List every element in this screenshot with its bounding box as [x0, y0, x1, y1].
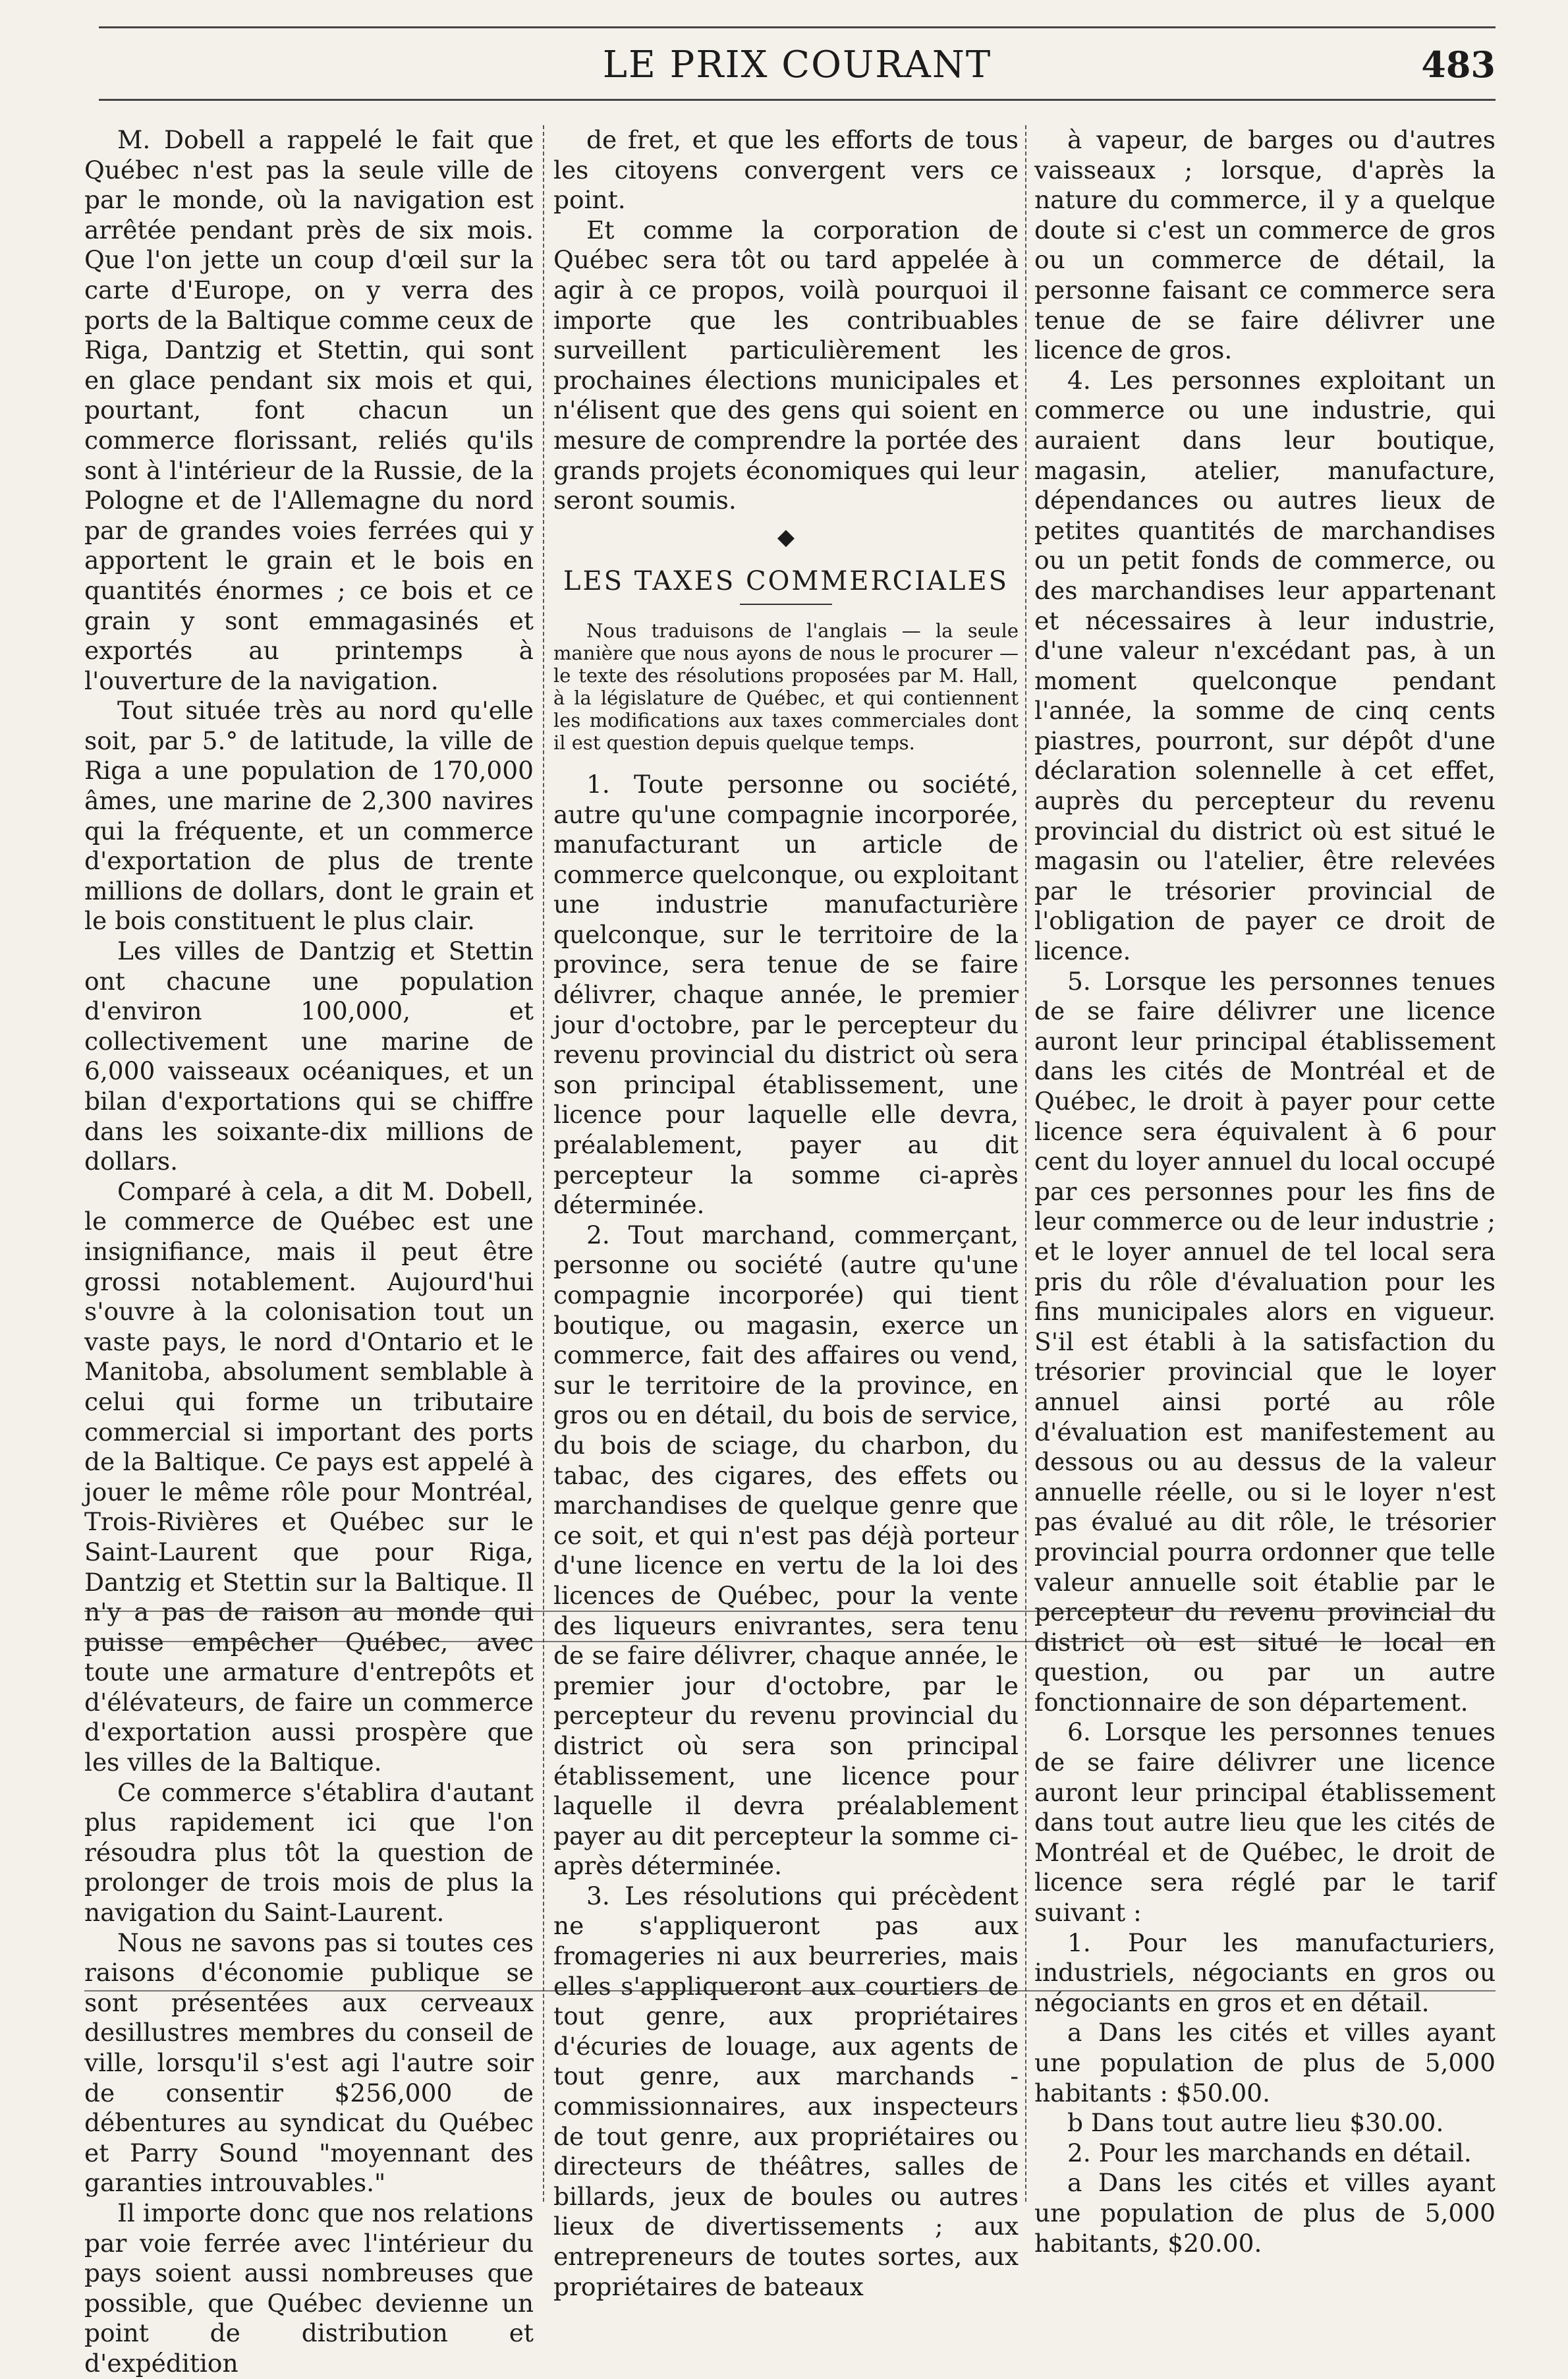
header-bottom-rule [99, 99, 1496, 101]
paragraph: Comparé à cela, a dit M. Dobell, le commerce de Québec est une insignifiance, mais il peut être grossi notablement. Aujourd'hui s'ouvre à la colonisation tout un vaste pays, le nord d'Ontario et le Manitoba, absolument semblable à celui qui forme un tributaire commercial si important des ports de la Baltique. Ce pays est appelé à jouer le même rôle pour Montréal, Trois-Rivières et Québec sur le Saint-Laurent que pour Riga, Dantzig et Stettin sur la Baltique. Il n'y a pas de raison au monde qui puisse empêcher Québec, avec toute une armature d'entrepôts et d'élévateurs, de faire un commerce d'exportation aussi prospère que les villes de la Baltique. [84, 1176, 534, 1777]
paragraph: 5. Lorsque les personnes tenues de se faire délivrer une licence auront leur principal établissement dans les cités de Montréal et de Québec, le droit à payer pour cette licence sera équivalent à 6 pour cent du loyer annuel du local occupé par ces personnes pour les fins de leur commerce ou de leur industrie ; et le loyer annuel de tel local sera pris du rôle d'évaluation pour les fins municipales alors en vigueur. S'il est établi à la satisfaction du trésorier provincial que le loyer annuel ainsi porté au rôle d'évaluation est manifestement au dessous ou au dessus de la valeur annuelle réelle, ou si le loyer n'est pas évalué au dit rôle, le trésorier provincial pourra ordonner que telle valeur annuelle soit établie par le percepteur du revenu provincial du district où est situé le local en question, ou par un autre fonctionnaire de son département. [1034, 966, 1496, 1717]
column-1 [84, 125, 534, 2379]
paragraph: 1. Toute personne ou société, autre qu'une compagnie incorporée, manufacturant un article de commerce quelconque, ou exploitant une industrie manufacturière quelconque, sur le territoire de la province, sera tenue de se faire délivrer, chaque année, le premier jour d'octobre, par le percepteur du revenu provincial du district où sera son principal établissement, une licence pour laquelle elle devra, préalablement, payer au dit percepteur la somme ci-après déterminée. [553, 769, 1019, 1220]
paragraph: 3. Les résolutions qui précèdent ne s'appliqueront pas aux fromageries ni aux beurreries, mais elles s'appliqueront aux courtiers de tout genre, aux propriétaires d'écuries de louage, aux agents de tout genre, aux marchands - commissionnaires, aux inspecteurs de tout genre, aux propriétaires ou directeurs de théâtres, salles de billards, jeux de boules ou autres lieux de divertissements ; aux entrepreneurs de toutes sortes, aux propriétaires de bateaux [553, 1881, 1019, 2301]
section-intro: Nous traduisons de l'anglais — la seule manière que nous ayons de nous le procurer — le texte des résolutions proposées par M. Hall, à la législature de Québec, et qui contiennent les modifications aux taxes commerciales dont il est question depuis quelque temps. [553, 619, 1019, 754]
scan-artifact-line [84, 1990, 1496, 1992]
paragraph: Tout située très au nord qu'elle soit, par 5.° de latitude, la ville de Riga a une population de 170,000 âmes, une marine de 2,300 navires qui la fréquente, et un commerce d'exportation de plus de trente millions de dollars, dont le grain et le bois constituent le plus clair. [84, 696, 534, 936]
paragraph: de fret, et que les efforts de tous les citoyens convergent vers ce point. [553, 125, 1019, 215]
column-3 [1034, 125, 1496, 2258]
paragraph: 6. Lorsque les personnes tenues de se faire délivrer une licence auront leur principal établissement dans tout autre lieu que les cités de Montréal et de Québec, le droit de licence sera réglé par le tarif suivant : [1034, 1717, 1496, 1928]
section-title: LES TAXES COMMERCIALES [563, 566, 1009, 597]
paragraph: a Dans les cités et villes ayant une population de plus de 5,000 habitants : $50.00. [1034, 2018, 1496, 2107]
paragraph: Et comme la corporation de Québec sera tôt ou tard appelée à agir à ce propos, voilà pourquoi il importe que les contribuables surveillent particulièrement les prochaines élections municipales et n'élisent que des gens qui soient en mesure de comprendre la portée des grands projets économiques qui leur seront soumis. [553, 215, 1019, 515]
page-number: 483 [1421, 43, 1496, 86]
section-rule [740, 604, 832, 605]
column-2 [553, 125, 1019, 2302]
column-divider-1 [543, 125, 544, 2202]
journal-title: LE PRIX COURANT [602, 43, 992, 86]
page-header [99, 41, 1496, 100]
paragraph: Nous ne savons pas si toutes ces raisons d'économie publique se sont présentées aux cerveaux desillustres membres du conseil de ville, lorsqu'il s'est agi l'autre soir de consentir $256,000 de débentures au syndicat du Québec et Parry Sound "moyennant des garanties introuvables." [84, 1928, 534, 2198]
paragraph: b Dans tout autre lieu $30.00. [1067, 2108, 1444, 2138]
paragraph: à vapeur, de barges ou d'autres vaisseaux ; lorsque, d'après la nature du commerce, il y a quelque doute si c'est un commerce de gros ou un commerce de détail, la personne faisant ce commerce sera tenue de se faire délivrer une licence de gros. [1034, 125, 1496, 365]
scan-artifact-line [84, 1641, 1496, 1642]
paragraph: 1. Pour les manufacturiers, industriels, négociants en gros ou négociants en gros et en détail. [1034, 1928, 1496, 2017]
paragraph: 2. Tout marchand, commerçant, personne ou société (autre qu'une compagnie incorporée) qui tient boutique, ou magasin, exerce un commerce, fait des affaires ou vend, sur le territoire de la province, en gros ou en détail, du bois de service, du bois de sciage, du charbon, du tabac, des cigares, des effets ou marchandises de quelque genre que ce soit, et qui n'est pas déjà porteur d'une licence en vertu de la loi des licences de Québec, pour la vente des liqueurs enivrantes, sera tenu de se faire délivrer, chaque année, le premier jour d'octobre, par le percepteur du revenu provincial du district où sera son principal établissement, une licence pour laquelle il devra préalablement payer au dit percepteur la somme ci-après déterminée. [553, 1220, 1019, 1881]
paragraph: 2. Pour les marchands en détail. [1067, 2138, 1472, 2167]
paragraph: M. Dobell a rappelé le fait que Québec n'est pas la seule ville de par le monde, où la navigation est arrêtée pendant près de six mois. Que l'on jette un coup d'œil sur la carte d'Europe, on y verra des ports de la Baltique comme ceux de Riga, Dantzig et Stettin, qui sont en glace pendant six mois et qui, pourtant, font chacun un commerce florissant, reliés qu'ils sont à l'intérieur de la Russie, de la Pologne et de l'Allemagne du nord par de grandes voies ferrées qui y apportent le grain et le bois en quantités énormes ; ce bois et ce grain y sont emmagasinés et exportés au printemps à l'ouverture de la navigation. [84, 125, 534, 695]
paragraph: a Dans les cités et villes ayant une population de plus de 5,000 habitants, $20.00. [1034, 2168, 1496, 2258]
scan-artifact-line [84, 1611, 1496, 1612]
paragraph: Il importe donc que nos relations par voie ferrée avec l'intérieur du pays soient aussi nombreuses que possible, que Québec devienne un point de distribution et d'expédition [84, 2198, 534, 2378]
header-top-rule [99, 26, 1496, 28]
column-divider-2 [1025, 125, 1026, 2202]
paragraph: Les villes de Dantzig et Stettin ont chacune une population d'environ 100,000, et collectivement une marine de 6,000 vaisseaux océaniques, et un bilan d'exportations qui se chiffre dans les soixante-dix millions de dollars. [84, 936, 534, 1176]
section-ornament-icon: ◆ [777, 523, 795, 550]
paragraph: Ce commerce s'établira d'autant plus rapidement ici que l'on résoudra plus tôt la question de prolonger de trois mois de plus la navigation du Saint-Laurent. [84, 1777, 534, 1928]
paragraph: 4. Les personnes exploitant un commerce ou une industrie, qui auraient dans leur boutique, magasin, atelier, manufacture, dépendances ou autres lieux de petites quantités de marchandises ou un petit fonds de commerce, ou des marchandises leur appartenant et nécessaires à leur industrie, d'une valeur n'excédant pas, à un moment quelconque pendant l'année, la somme de cinq cents piastres, pourront, sur dépôt d'une déclaration solennelle à cet effet, auprès du percepteur du revenu provincial du district où est situé le magasin ou l'atelier, être relevées par le trésorier provincial de l'obligation de payer ce droit de licence. [1034, 365, 1496, 966]
